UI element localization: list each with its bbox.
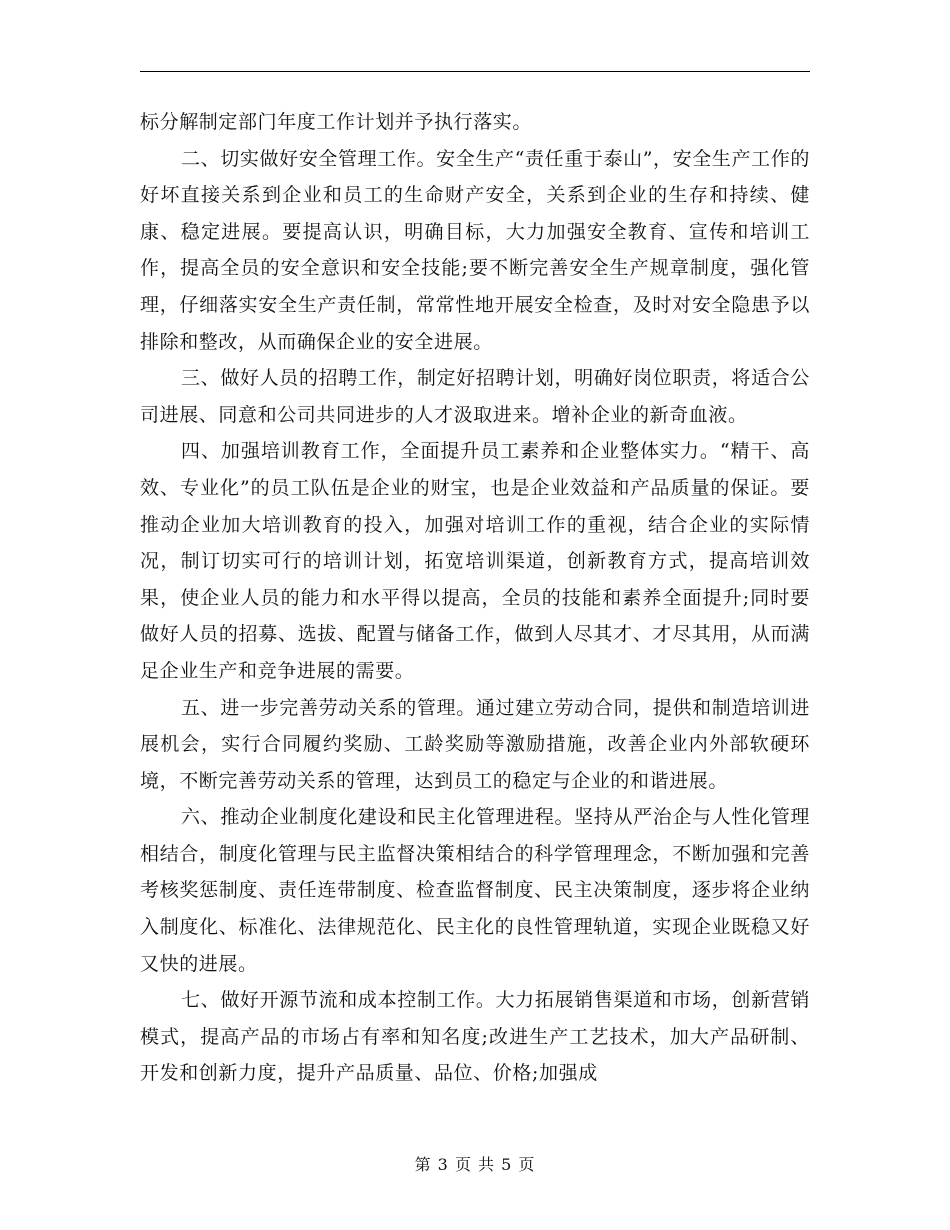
paragraph-4: 四、加强培训教育工作，全面提升员工素养和企业整体实力。“精干、高效、专业化”的员工队伍是企业的财宝，也是企业效益和产品质量的保证。要推动企业加大培训教育的投入，加强对培训工作的重视，结合企业的实际情况，制订切实可行的培训计划，拓宽培训渠道，创新教育方式，提高培训效果，使企业人员的能力和水平得以提高，全员的技能和素养全面提升;同时要做好人员的招募、选拔、配置与储备工作，做到人尽其才、才尽其用，从而满足企业生产和竞争进展的需要。: [140, 440, 810, 682]
paragraph-3: 三、做好人员的招聘工作，制定好招聘计划，明确好岗位职责，将适合公司进展、同意和公司共同进步的人才汲取进来。增补企业的新奇血液。: [140, 367, 810, 426]
page-number-footer: 第 3 页 共 5 页: [414, 1155, 536, 1174]
paragraph-6: 六、推动企业制度化建设和民主化管理进程。坚持从严治企与人性化管理相结合，制度化管理与民主监督决策相结合的科学管理理念，不断加强和完善考核奖惩制度、责任连带制度、检查监督制度、民主决策制度，逐步将企业纳入制度化、标准化、法律规范化、民主化的良性管理轨道，实现企业既稳又好又快的进展。: [140, 806, 810, 975]
paragraph-2: 二、切实做好安全管理工作。安全生产“责任重于泰山”，安全生产工作的好坏直接关系到企业和员工的生命财产安全，关系到企业的生存和持续、健康、稳定进展。要提高认识，明确目标，大力加强安全教育、宣传和培训工作，提高全员的安全意识和安全技能;要不断完善安全生产规章制度，强化管理，仔细落实安全生产责任制，常常性地开展安全检查，及时对安全隐患予以排除和整改，从而确保企业的安全进展。: [140, 147, 810, 353]
paragraph-7: 七、做好开源节流和成本控制工作。大力拓展销售渠道和市场，创新营销模式，提高产品的市场占有率和知名度;改进生产工艺技术，加大产品研制、开发和创新力度，提升产品质量、品位、价格;加强成: [140, 989, 810, 1085]
paragraph-1: 标分解制定部门年度工作计划并予执行落实。: [140, 111, 533, 133]
body-text: [140, 104, 810, 1092]
paragraph-5: 五、进一步完善劳动关系的管理。通过建立劳动合同，提供和制造培训进展机会，实行合同履约奖励、工龄奖励等激励措施，改善企业内外部软硬环境，不断完善劳动关系的管理，达到员工的稳定与企业的和谐进展。: [140, 696, 810, 792]
header-rule: [140, 71, 810, 72]
